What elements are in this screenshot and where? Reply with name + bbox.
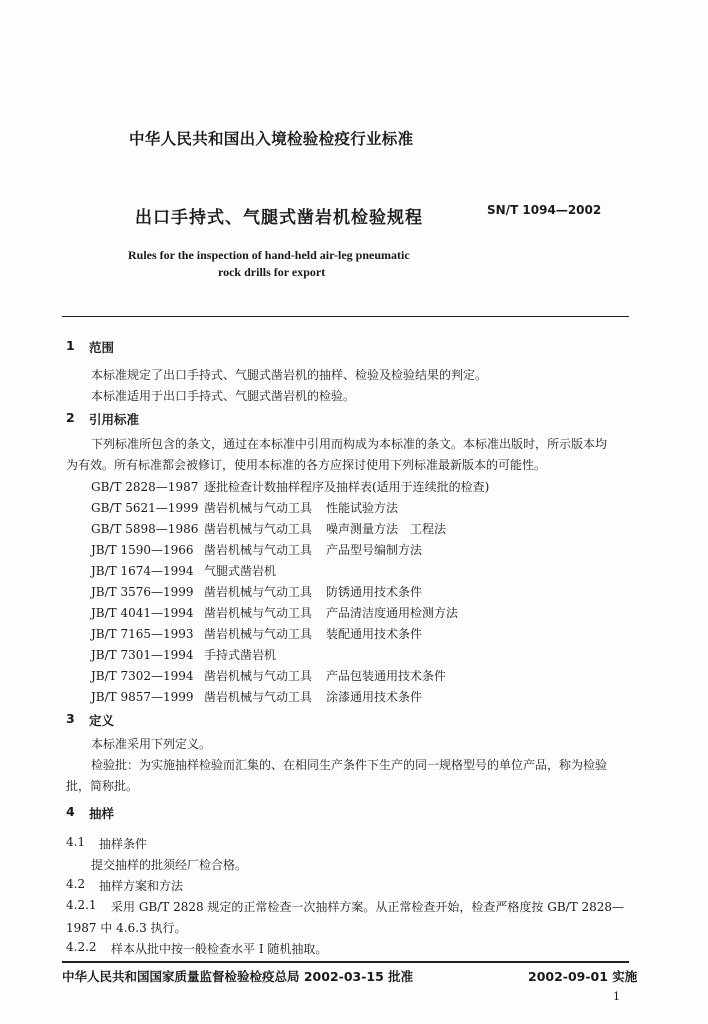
approval-line: 中华人民共和国国家质量监督检验检疫总局 2002-03-15 批准 bbox=[62, 969, 414, 984]
clause-4-2-heading: 抽样方案和方法 bbox=[99, 879, 184, 893]
reference-code: GB/T 5621—1999 bbox=[91, 501, 199, 515]
document-title: 出口手持式、气腿式凿岩机检验规程 bbox=[135, 208, 423, 228]
standard-code: SN/T 1094—2002 bbox=[487, 203, 602, 217]
section-1-paragraph-1: 本标准规定了出口手持式、气腿式凿岩机的抽样、检验及检验结果的判定。 bbox=[91, 368, 488, 382]
reference-code: JB/T 3576—1999 bbox=[91, 585, 194, 599]
section-1-paragraph-2: 本标准适用于出口手持式、气腿式凿岩机的检验。 bbox=[91, 389, 356, 403]
section-1-number: 1 bbox=[66, 338, 75, 353]
reference-code: JB/T 4041—1994 bbox=[91, 606, 194, 620]
section-3-heading: 定义 bbox=[89, 713, 115, 728]
clause-4-1-heading: 抽样条件 bbox=[99, 837, 148, 851]
reference-item bbox=[91, 520, 446, 537]
reference-item bbox=[91, 604, 458, 621]
english-title-line-1: Rules for the inspection of hand-held air-leg pneumatic bbox=[128, 248, 410, 262]
clause-4-2-1-line-1: 采用 GB/T 2828 规定的正常检查一次抽样方案。从正常检查开始，检查严格度按 GB/T 2828— bbox=[111, 900, 625, 914]
reference-title: 逐批检查计数抽样程序及抽样表(适用于连续批的检查) bbox=[204, 480, 490, 494]
section-4-number: 4 bbox=[66, 804, 75, 819]
section-2-paragraph-line-2: 为有效。所有标准都会被修订，使用本标准的各方应探讨使用下列标准最新版本的可能性。 bbox=[66, 458, 547, 472]
reference-code: JB/T 7301—1994 bbox=[91, 648, 194, 662]
issuing-organization: 中华人民共和国出入境检验检疫行业标准 bbox=[129, 130, 414, 148]
reference-title: 凿岩机械与气动工具 bbox=[204, 669, 313, 683]
reference-code: JB/T 9857—1999 bbox=[91, 690, 194, 704]
reference-code: JB/T 7165—1993 bbox=[91, 627, 194, 641]
reference-subtitle: 噪声测量方法 工程法 bbox=[326, 522, 447, 536]
reference-title: 凿岩机械与气动工具 bbox=[204, 543, 313, 557]
reference-subtitle: 防锈通用技术条件 bbox=[326, 585, 423, 599]
clause-4-2-number: 4.2 bbox=[66, 877, 86, 891]
reference-title: 凿岩机械与气动工具 bbox=[204, 690, 313, 704]
reference-subtitle: 产品清洁度通用检测方法 bbox=[326, 606, 459, 620]
reference-item bbox=[91, 625, 422, 642]
implementation-date: 2002-09-01 实施 bbox=[528, 969, 638, 984]
reference-title: 手持式凿岩机 bbox=[204, 648, 277, 662]
reference-subtitle: 涂漆通用技术条件 bbox=[326, 690, 423, 704]
reference-item bbox=[91, 688, 422, 705]
reference-subtitle: 产品包装通用技术条件 bbox=[326, 669, 447, 683]
section-1-heading: 范围 bbox=[89, 340, 115, 355]
reference-title: 凿岩机械与气动工具 bbox=[204, 585, 313, 599]
english-title-line-2: rock drills for export bbox=[218, 265, 326, 279]
section-4-heading: 抽样 bbox=[89, 806, 115, 821]
clause-4-2-2-text: 样本从批中按一般检查水平 I 随机抽取。 bbox=[111, 942, 328, 956]
reference-item bbox=[91, 499, 398, 516]
clause-4-2-2-number: 4.2.2 bbox=[66, 940, 97, 954]
reference-title: 凿岩机械与气动工具 bbox=[204, 606, 313, 620]
section-3-paragraph-1: 本标准采用下列定义。 bbox=[91, 737, 212, 751]
reference-subtitle: 性能试验方法 bbox=[326, 501, 399, 515]
reference-title: 气腿式凿岩机 bbox=[204, 564, 277, 578]
reference-item bbox=[91, 646, 276, 663]
section-2-number: 2 bbox=[66, 410, 75, 425]
clause-4-1-number: 4.1 bbox=[66, 835, 86, 849]
reference-item bbox=[91, 478, 489, 495]
section-3-definition-line-1: 检验批：为实施抽样检验而汇集的、在相同生产条件下生产的同一规格型号的单位产品，称为检验 bbox=[91, 758, 608, 772]
footer-divider bbox=[62, 961, 629, 963]
clause-4-2-1-line-2: 1987 中 4.6.3 执行。 bbox=[66, 921, 187, 935]
reference-title: 凿岩机械与气动工具 bbox=[204, 522, 313, 536]
reference-code: GB/T 5898—1986 bbox=[91, 522, 199, 536]
section-2-heading: 引用标准 bbox=[89, 412, 140, 427]
reference-item bbox=[91, 667, 446, 684]
reference-item bbox=[91, 583, 422, 600]
reference-code: JB/T 1674—1994 bbox=[91, 564, 194, 578]
clause-4-1-text: 提交抽样的批须经厂检合格。 bbox=[91, 858, 248, 872]
page-number: 1 bbox=[613, 990, 620, 1003]
section-2-paragraph-line-1: 下列标准所包含的条文，通过在本标准中引用而构成为本标准的条文。本标准出版时，所示版本均 bbox=[91, 437, 608, 451]
section-3-number: 3 bbox=[66, 711, 75, 726]
reference-item bbox=[91, 562, 276, 579]
clause-4-2-1-number: 4.2.1 bbox=[66, 898, 97, 912]
reference-code: JB/T 1590—1966 bbox=[91, 543, 194, 557]
reference-title: 凿岩机械与气动工具 bbox=[204, 627, 313, 641]
section-3-definition-line-2: 批，简称批。 bbox=[66, 779, 139, 793]
reference-code: JB/T 7302—1994 bbox=[91, 669, 194, 683]
reference-subtitle: 装配通用技术条件 bbox=[326, 627, 423, 641]
reference-item bbox=[91, 541, 422, 558]
header-divider bbox=[62, 316, 629, 317]
reference-code: GB/T 2828—1987 bbox=[91, 480, 199, 494]
reference-title: 凿岩机械与气动工具 bbox=[204, 501, 313, 515]
reference-subtitle: 产品型号编制方法 bbox=[326, 543, 423, 557]
